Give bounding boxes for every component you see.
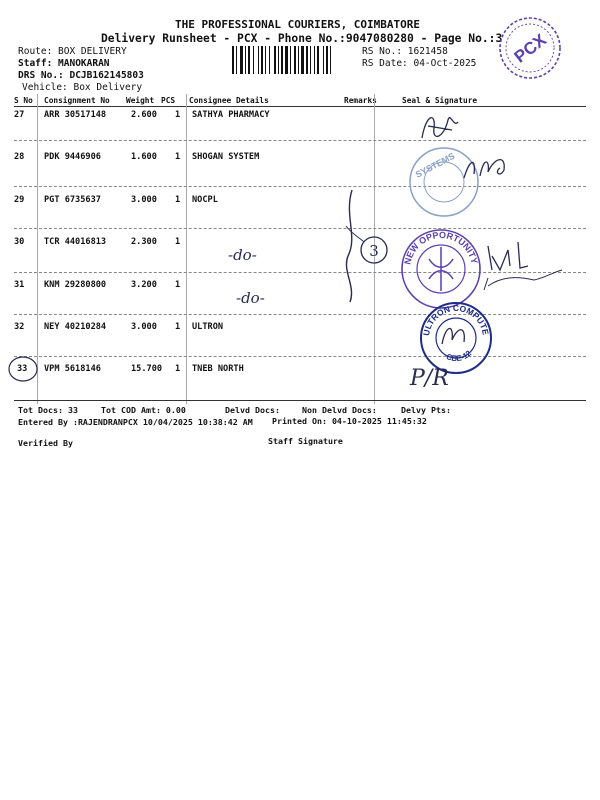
- row-pcs: 1: [175, 364, 181, 374]
- row-sno: 28: [14, 152, 25, 162]
- row-consignment: VPM 5618146: [44, 364, 101, 374]
- staff-label: Staff: MANOKARAN: [18, 58, 110, 69]
- ultron-stamp-top-text: ULTRON COMPUTERS: [414, 292, 491, 337]
- row-consignment: PDK 9446906: [44, 152, 101, 162]
- row-pcs: 1: [175, 110, 181, 120]
- row-consignment: NEY 40210284: [44, 322, 107, 332]
- col-sno: S No: [14, 96, 33, 105]
- ultron-stamp-bottom-text: CBE-12: [444, 348, 474, 364]
- row-sno: 27: [14, 110, 25, 120]
- ditto-mark-row31: -do-: [236, 289, 265, 307]
- ultron-computers-stamp: [414, 292, 494, 376]
- non-delivered-docs: Non Delvd Docs:: [302, 405, 377, 415]
- row-weight: 1.600: [131, 152, 157, 162]
- row-consignment: KNM 29280800: [44, 280, 107, 290]
- row-pcs: 1: [175, 322, 181, 332]
- col-pcs: PCS: [161, 96, 176, 105]
- pr-handwritten-mark: P/R: [410, 366, 449, 391]
- row-sno: 31: [14, 280, 25, 290]
- vehicle-label: Vehicle: Box Delivery: [22, 82, 143, 93]
- signature-row28: [460, 148, 510, 188]
- total-docs: Tot Docs: 33: [18, 405, 78, 415]
- row-weight: 3.200: [131, 280, 157, 290]
- sno-circle-mark: [6, 354, 40, 384]
- svg-text:CBE-12: [445, 348, 474, 363]
- verified-by: Verified By: [18, 438, 73, 448]
- row-rule: [14, 228, 586, 229]
- row-consignee: ULTRON: [192, 322, 224, 332]
- col-consignment: Consignment No: [44, 96, 110, 105]
- col-seal: Seal & Signature: [402, 96, 478, 105]
- row-sno: 30: [14, 237, 25, 247]
- row-weight: 3.000: [131, 195, 157, 205]
- entered-by: Entered By :RAJENDRANPCX 10/04/2025 10:38:42 AM: [18, 417, 253, 427]
- row-rule: [14, 314, 586, 315]
- staff-signature: Staff Signature: [268, 436, 343, 446]
- delivered-docs: Delvd Docs:: [225, 405, 280, 415]
- printed-on: Printed On: 04-10-2025 11:45:32: [272, 416, 427, 426]
- table-bottom-rule: [14, 400, 586, 401]
- row-rule: [14, 140, 586, 141]
- row-consignment: TCR 44016813: [44, 237, 107, 247]
- row-consignee: SHOGAN SYSTEM: [192, 152, 260, 162]
- row-consignee: TNEB NORTH: [192, 364, 244, 374]
- col-weight: Weight: [126, 96, 155, 105]
- row-consignee: SATHYA PHARMACY: [192, 110, 270, 120]
- runsheet-subtitle: Delivery Runsheet - PCX - Phone No.:9047080280 - Page No.:3: [101, 32, 503, 45]
- new-opportunity-text: NEW OPPORTUNITY: [402, 229, 480, 266]
- row-weight: 15.700: [131, 364, 163, 374]
- row-consignee: NOCPL: [192, 195, 218, 205]
- pcx-stamp: [496, 14, 564, 82]
- row-pcs: 1: [175, 237, 181, 247]
- pcx-stamp-text: PCX: [510, 30, 550, 67]
- delivery-points: Delvy Pts:: [401, 405, 451, 415]
- ditto-mark-row30: -do-: [228, 246, 257, 264]
- route-label: Route: BOX DELIVERY: [18, 46, 127, 57]
- header-rule: [14, 106, 586, 107]
- col-remarks: Remarks: [344, 96, 377, 105]
- row-weight: 2.300: [131, 237, 157, 247]
- row-weight: 3.000: [131, 322, 157, 332]
- row-sno: 32: [14, 322, 25, 332]
- signature-row30-31: [478, 236, 568, 306]
- total-cod-amount: Tot COD Amt: 0.00: [101, 405, 186, 415]
- row-weight: 2.600: [131, 110, 157, 120]
- col-consignee: Consignee Details: [189, 96, 269, 105]
- barcode-image: [232, 46, 358, 74]
- row-rule: [14, 356, 586, 357]
- row-consignment: PGT 6735637: [44, 195, 101, 205]
- circled-three-mark: [358, 234, 390, 266]
- systems-stamp-text: SYSTEMS: [413, 150, 457, 180]
- row-pcs: 1: [175, 195, 181, 205]
- rs-number: RS No.: 1621458: [362, 46, 448, 57]
- drs-number: DRS No.: DCJB162145803: [18, 70, 144, 81]
- circled-three-text: 3: [369, 242, 379, 260]
- company-title: THE PROFESSIONAL COURIERS, COIMBATORE: [175, 18, 421, 31]
- rs-date: RS Date: 04-Oct-2025: [362, 58, 477, 69]
- row-consignment: ARR 30517148: [44, 110, 107, 120]
- row-pcs: 1: [175, 280, 181, 290]
- row-sno: 33: [17, 364, 28, 374]
- row-sno: 29: [14, 195, 25, 205]
- row-pcs: 1: [175, 152, 181, 162]
